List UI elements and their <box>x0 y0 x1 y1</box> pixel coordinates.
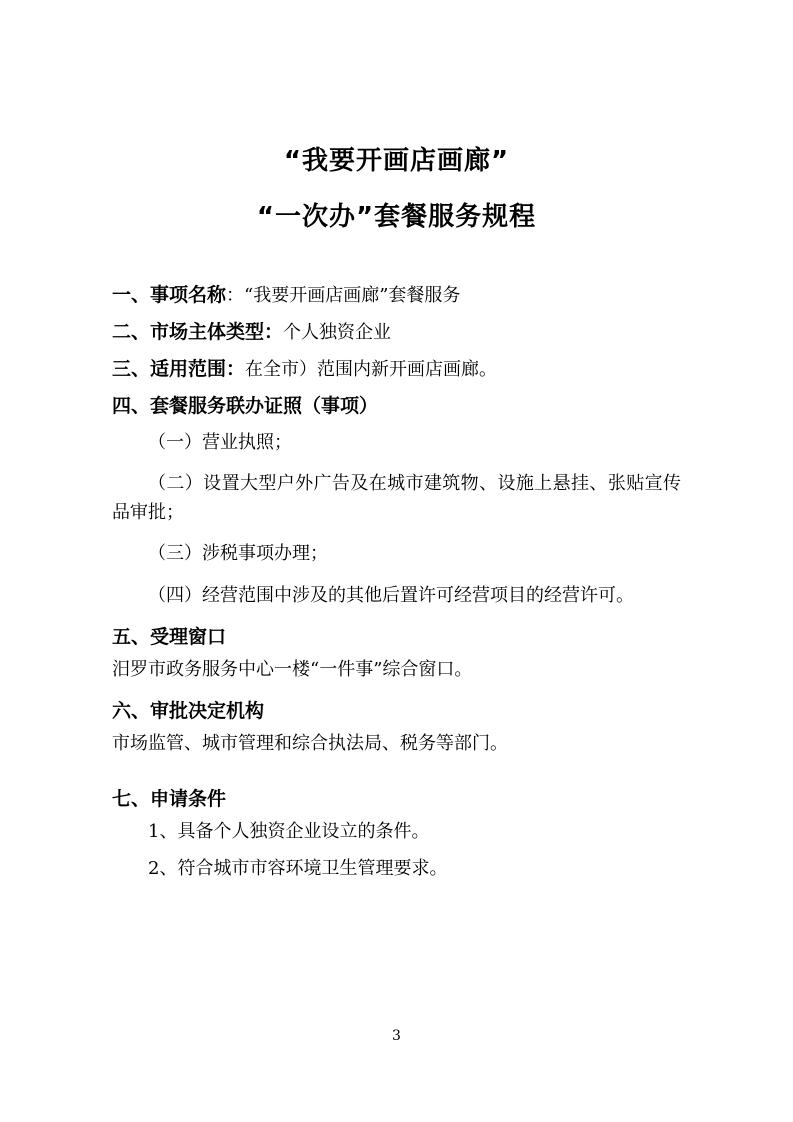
section-3-text: 在全市）范围内新开画店画廊。 <box>245 359 498 380</box>
section-4-item-2: （二）设置大型户外广告及在城市建筑物、设施上悬挂、张贴宣传品审批； <box>112 473 681 524</box>
section-2-label: 二、市场主体类型： <box>112 321 284 343</box>
section-6-heading: 六、审批决定机构 <box>112 699 265 722</box>
section-5-text: 汨罗市政务服务中心一楼“一件事”综合窗口。 <box>112 658 473 680</box>
section-7-heading: 七、申请条件 <box>112 788 227 811</box>
section-4-heading: 四、套餐服务联办证照（事项） <box>112 395 379 417</box>
section-4-item-4: （四）经营范围中涉及的其他后置许可经营项目的经营许可。 <box>148 584 634 606</box>
section-7-item-1: 1、具备个人独资企业设立的条件。 <box>148 821 430 843</box>
document-title <box>112 148 681 230</box>
section-2-text: 个人独资企业 <box>283 322 392 343</box>
section-5-heading: 五、受理窗口 <box>112 625 227 648</box>
section-1-heading <box>112 286 681 305</box>
section-2-heading <box>112 323 681 342</box>
document-body <box>112 286 681 883</box>
section-1-text: ：“我要开画店画廊”套餐服务 <box>226 285 461 306</box>
section-7-item-2: 2、符合城市市容环境卫生管理要求。 <box>148 858 448 880</box>
section-4-item-1: （一）营业执照； <box>148 432 292 453</box>
section-3-heading <box>112 360 681 379</box>
section-4-item-3: （三）涉税事项办理； <box>148 543 328 565</box>
section-1-label: 一、事项名称 <box>112 284 227 306</box>
page-number: 3 <box>392 1028 401 1044</box>
section-6-text: 市场监管、城市管理和综合执法局、税务等部门。 <box>112 732 508 754</box>
section-3-label: 三、适用范围： <box>112 358 246 380</box>
title-line-2: “一次办”套餐服务规程 <box>256 202 537 232</box>
title-line-1: “我要开画店画廊” <box>283 146 510 176</box>
